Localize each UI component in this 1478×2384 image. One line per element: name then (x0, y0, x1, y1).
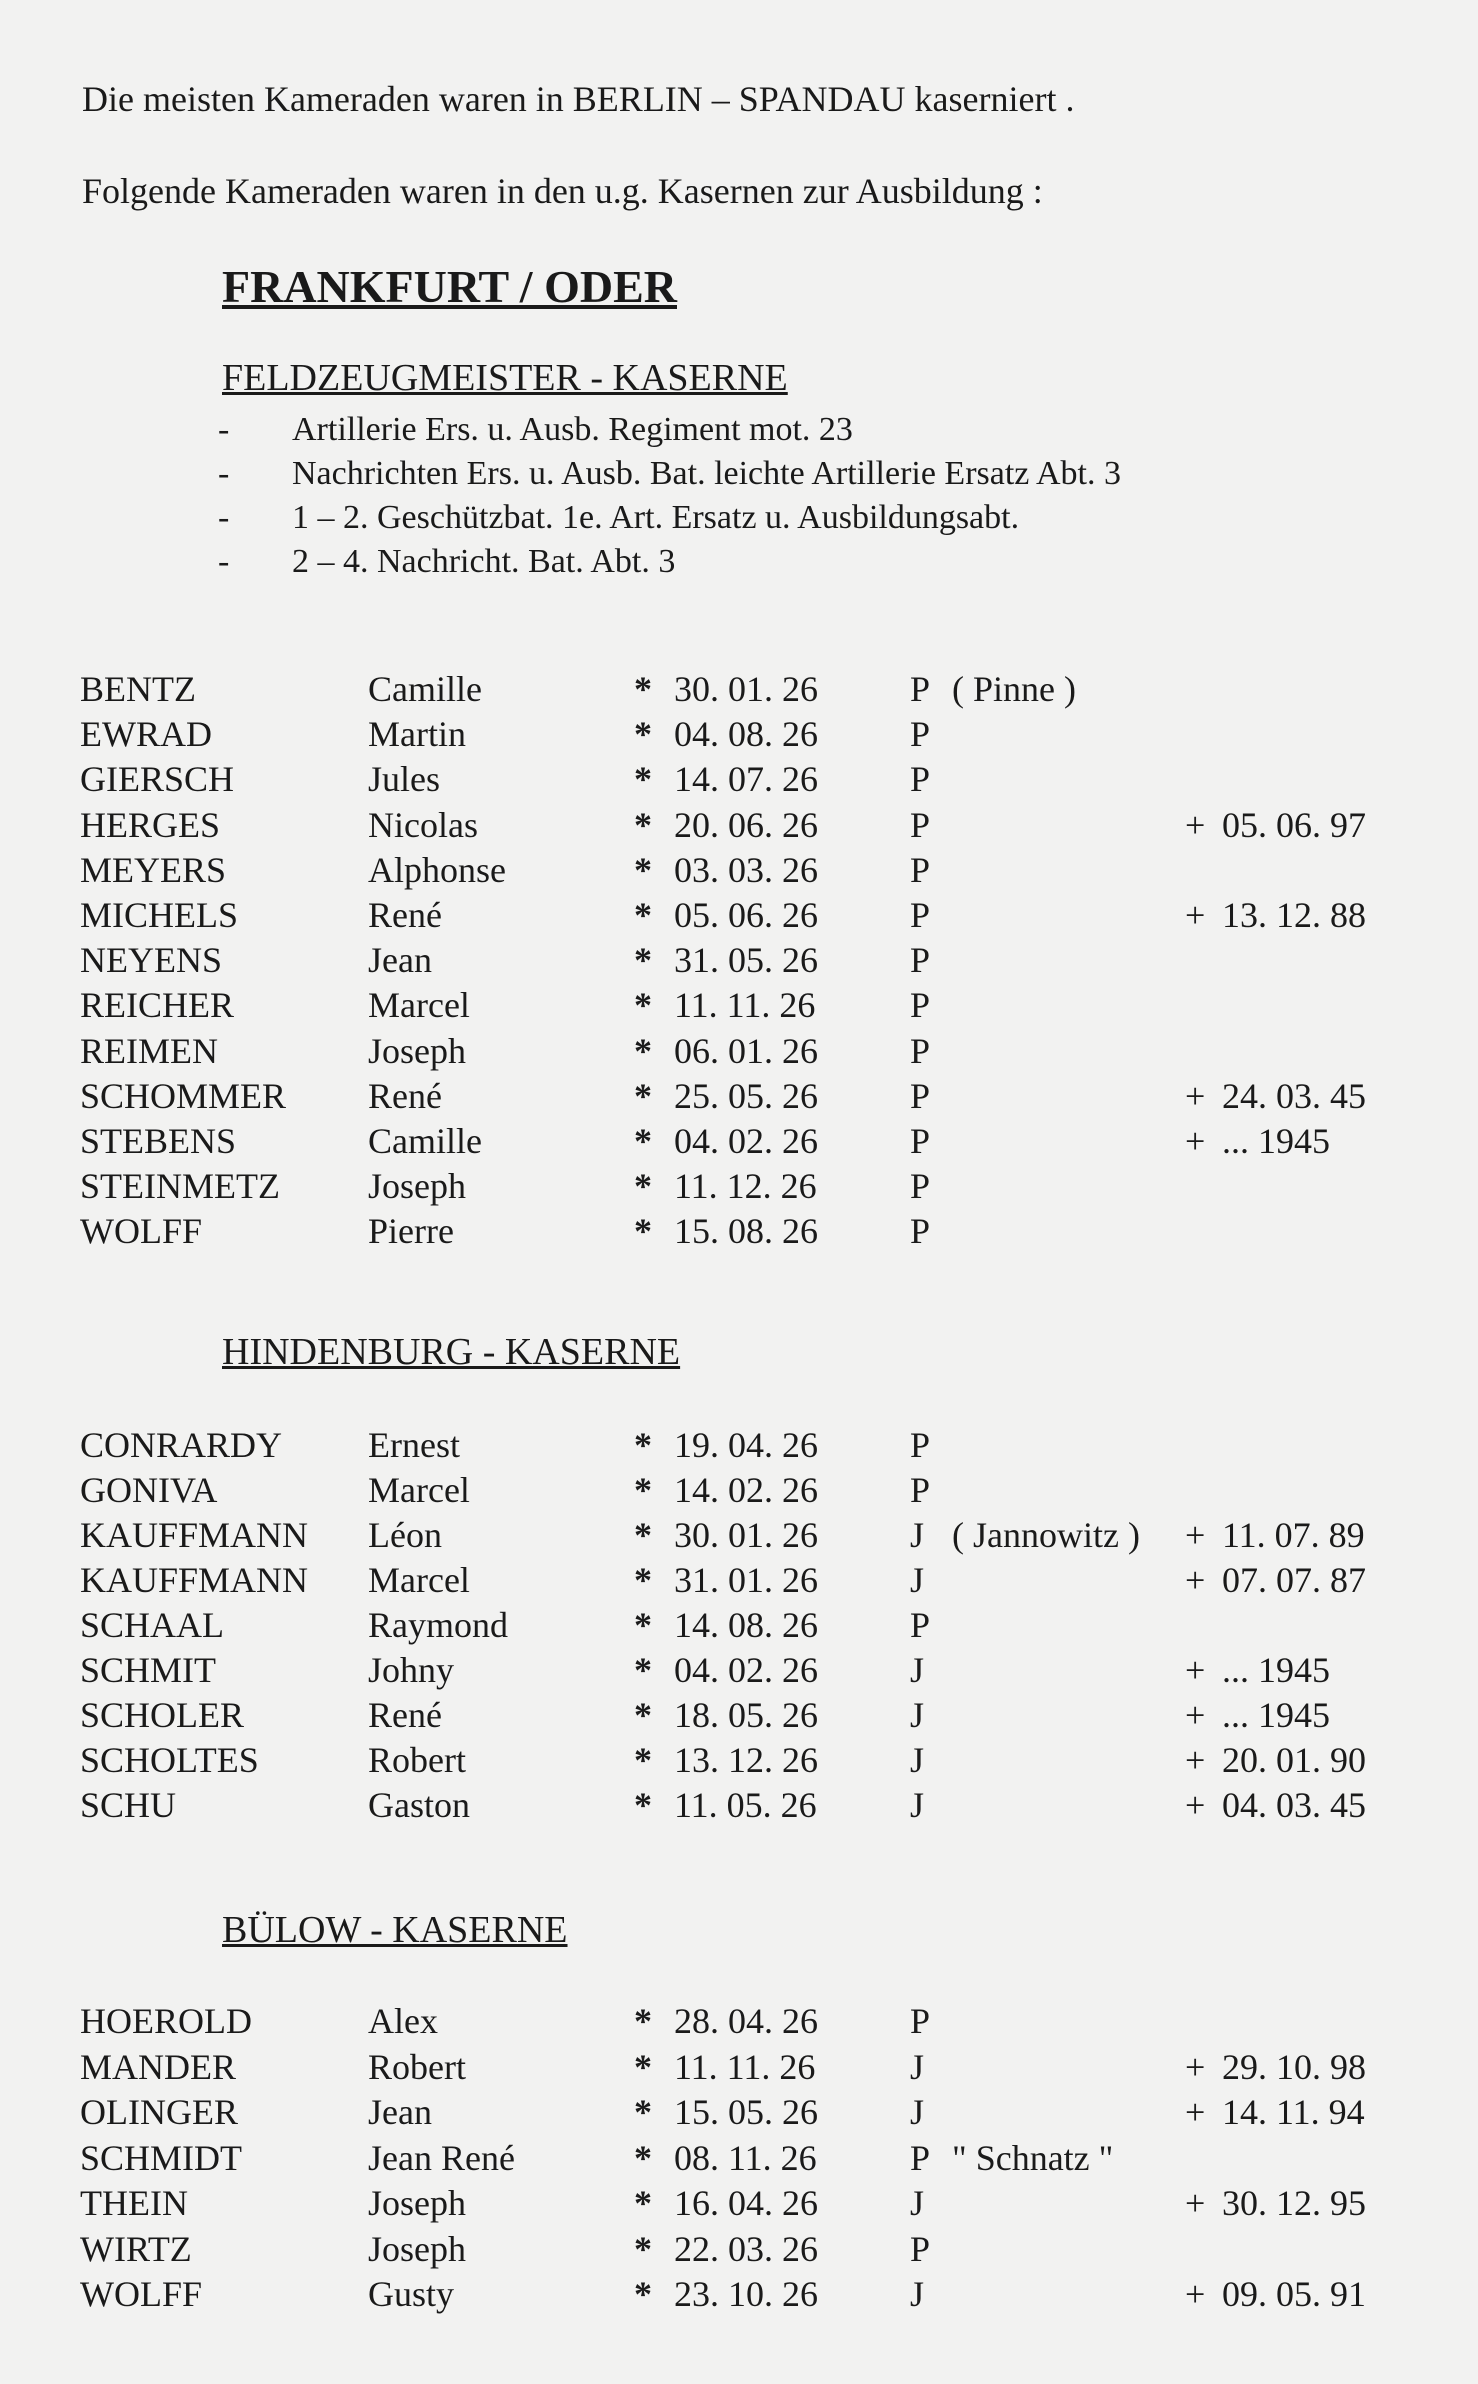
first-name: Marcel (368, 1470, 470, 1510)
intro-line-1: Die meisten Kameraden waren in BERLIN – SPANDAU kaserniert . (82, 79, 1075, 119)
death-marker: + (1185, 1075, 1206, 1116)
unit-code: J (910, 1515, 925, 1555)
first-name: Raymond (368, 1605, 508, 1645)
surname: BENTZ (80, 669, 196, 709)
first-name: Martin (368, 714, 466, 755)
death-date: 04. 03. 45 (1222, 1785, 1366, 1825)
surname: CONRARDY (80, 1425, 283, 1465)
unit-code: J (910, 2092, 925, 2132)
unit-code: P (910, 1075, 931, 1116)
birth-date: 14. 08. 26 (674, 1605, 818, 1645)
first-name: Camille (368, 1121, 482, 1161)
unit-code: P (910, 2137, 931, 2178)
unit-code: P (910, 759, 931, 800)
birth-marker: * (634, 1425, 652, 1465)
birth-marker: * (634, 1650, 652, 1690)
first-name: Joseph (368, 2228, 466, 2269)
birth-marker: * (634, 1470, 652, 1510)
surname: HOEROLD (80, 2001, 252, 2041)
birth-date: 31. 01. 26 (674, 1560, 818, 1600)
birth-marker: * (634, 2046, 652, 2087)
person-row (0, 1514, 1478, 1558)
death-marker: + (1185, 1695, 1206, 1735)
birth-date: 18. 05. 26 (674, 1695, 818, 1735)
unit-text: 1 – 2. Geschützbat. 1e. Art. Ersatz u. Ausbildungsabt. (292, 499, 1020, 536)
person-row (0, 1559, 1478, 1603)
first-name: Nicolas (368, 804, 478, 845)
death-marker: + (1185, 1785, 1206, 1825)
birth-marker: * (634, 1211, 652, 1252)
birth-marker: * (634, 940, 652, 981)
nickname-note: " Schnatz " (952, 2137, 1114, 2178)
birth-date: 23. 10. 26 (674, 2274, 818, 2314)
bullet-dash: - (218, 455, 230, 492)
surname: KAUFFMANN (80, 1515, 309, 1555)
death-date: 05. 06. 97 (1222, 804, 1366, 845)
bullet-dash: - (218, 499, 230, 536)
person-row (0, 2000, 1478, 2044)
death-date: 29. 10. 98 (1222, 2046, 1366, 2087)
birth-marker: * (634, 2228, 652, 2269)
death-marker: + (1185, 1650, 1206, 1690)
unit-code: J (910, 1560, 925, 1600)
first-name: Jean (368, 2092, 432, 2132)
person-row (0, 1739, 1478, 1783)
birth-date: 31. 05. 26 (674, 940, 818, 981)
birth-marker: * (634, 1605, 652, 1645)
unit-code: P (910, 940, 931, 981)
first-name: Alphonse (368, 849, 506, 890)
first-name: Léon (368, 1515, 442, 1555)
death-date: ... 1945 (1222, 1121, 1330, 1161)
unit-code: J (910, 1785, 925, 1825)
unit-code: P (910, 1121, 931, 1161)
person-row (0, 1075, 1478, 1119)
birth-date: 11. 11. 26 (674, 2046, 816, 2087)
unit-list (218, 408, 1121, 584)
first-name: Gaston (368, 1785, 470, 1825)
surname: WOLFF (80, 2274, 203, 2314)
first-name: Jean René (368, 2137, 515, 2178)
unit-code: P (910, 985, 931, 1026)
person-row (0, 2228, 1478, 2272)
death-marker: + (1185, 804, 1206, 845)
person-row (0, 2182, 1478, 2226)
person-row (0, 804, 1478, 848)
unit-item (218, 452, 1121, 496)
birth-marker: * (634, 759, 652, 800)
first-name: Alex (368, 2001, 438, 2041)
death-marker: + (1185, 1515, 1206, 1555)
birth-marker: * (634, 895, 652, 935)
birth-marker: * (634, 1560, 652, 1600)
death-marker: + (1185, 895, 1206, 935)
birth-marker: * (634, 1785, 652, 1825)
birth-date: 08. 11. 26 (674, 2137, 817, 2178)
section-title-hindenburg: HINDENBURG - KASERNE (222, 1331, 681, 1373)
birth-date: 06. 01. 26 (674, 1030, 818, 1071)
person-row (0, 2273, 1478, 2317)
birth-marker: * (634, 714, 652, 755)
death-date: 24. 03. 45 (1222, 1075, 1366, 1116)
death-marker: + (1185, 1560, 1206, 1600)
first-name: Robert (368, 2046, 466, 2087)
surname: STEINMETZ (80, 1166, 280, 1207)
bullet-dash: - (218, 543, 230, 580)
unit-code: P (910, 1425, 931, 1465)
section-title-feldzeugmeister: FELDZEUGMEISTER - KASERNE (222, 357, 788, 399)
first-name: René (368, 895, 442, 935)
surname: SCHOLTES (80, 1740, 259, 1780)
birth-date: 30. 01. 26 (674, 1515, 818, 1555)
death-date: 30. 12. 95 (1222, 2183, 1366, 2223)
unit-item (218, 496, 1121, 540)
death-date: 11. 07. 89 (1222, 1515, 1365, 1555)
person-row (0, 1469, 1478, 1513)
birth-date: 05. 06. 26 (674, 895, 818, 935)
surname: NEYENS (80, 940, 222, 981)
unit-code: P (910, 2228, 931, 2269)
nickname-note: ( Jannowitz ) (952, 1515, 1140, 1555)
surname: GIERSCH (80, 759, 235, 800)
birth-date: 11. 05. 26 (674, 1785, 817, 1825)
birth-date: 16. 04. 26 (674, 2183, 818, 2223)
surname: STEBENS (80, 1121, 237, 1161)
unit-text: Artillerie Ers. u. Ausb. Regiment mot. 23 (292, 411, 853, 448)
surname: SCHMIT (80, 1650, 217, 1690)
surname: HERGES (80, 804, 221, 845)
surname: REICHER (80, 985, 235, 1026)
unit-code: P (910, 714, 931, 755)
first-name: Joseph (368, 1030, 466, 1071)
surname: WIRTZ (80, 2228, 192, 2269)
unit-code: J (910, 1740, 925, 1780)
death-marker: + (1185, 2092, 1206, 2132)
person-row (0, 2091, 1478, 2135)
death-date: 09. 05. 91 (1222, 2274, 1366, 2314)
death-date: 20. 01. 90 (1222, 1740, 1366, 1780)
surname: SCHOMMER (80, 1075, 287, 1116)
first-name: René (368, 1075, 442, 1116)
birth-date: 14. 02. 26 (674, 1470, 818, 1510)
birth-marker: * (634, 804, 652, 845)
death-date: 07. 07. 87 (1222, 1560, 1366, 1600)
unit-code: J (910, 2046, 925, 2087)
surname: THEIN (80, 2183, 188, 2223)
unit-text: Nachrichten Ers. u. Ausb. Bat. leichte Artillerie Ersatz Abt. 3 (292, 455, 1121, 492)
birth-date: 22. 03. 26 (674, 2228, 818, 2269)
surname: MANDER (80, 2046, 237, 2087)
unit-code: P (910, 2001, 931, 2041)
surname: SCHOLER (80, 1695, 245, 1735)
death-date: ... 1945 (1222, 1695, 1330, 1735)
surname: EWRAD (80, 714, 212, 755)
birth-date: 04. 02. 26 (674, 1650, 818, 1690)
unit-code: P (910, 1470, 931, 1510)
first-name: René (368, 1695, 442, 1735)
first-name: Ernest (368, 1425, 460, 1465)
person-row (0, 2137, 1478, 2181)
first-name: Joseph (368, 2183, 466, 2223)
first-name: Robert (368, 1740, 466, 1780)
birth-date: 19. 04. 26 (674, 1425, 818, 1465)
first-name: Jean (368, 940, 432, 981)
birth-date: 11. 11. 26 (674, 985, 816, 1026)
birth-date: 04. 02. 26 (674, 1121, 818, 1161)
person-row (0, 1424, 1478, 1468)
first-name: Johny (368, 1650, 455, 1690)
birth-date: 15. 05. 26 (674, 2092, 818, 2132)
person-row (0, 1120, 1478, 1164)
person-row (0, 713, 1478, 757)
surname: WOLFF (80, 1211, 203, 1252)
birth-marker: * (634, 669, 652, 709)
person-row (0, 668, 1478, 712)
birth-date: 15. 08. 26 (674, 1211, 818, 1252)
unit-code: J (910, 2274, 925, 2314)
birth-marker: * (634, 1030, 652, 1071)
surname: OLINGER (80, 2092, 238, 2132)
death-marker: + (1185, 1740, 1206, 1780)
birth-marker: * (634, 2137, 652, 2178)
birth-marker: * (634, 1075, 652, 1116)
unit-code: P (910, 1166, 931, 1207)
birth-date: 14. 07. 26 (674, 759, 818, 800)
unit-item (218, 540, 1121, 584)
person-row (0, 1604, 1478, 1648)
birth-marker: * (634, 2001, 652, 2041)
death-date: 14. 11. 94 (1222, 2092, 1365, 2132)
birth-marker: * (634, 1740, 652, 1780)
person-row (0, 984, 1478, 1028)
birth-date: 20. 06. 26 (674, 804, 818, 845)
city-title: FRANKFURT / ODER (222, 261, 677, 312)
person-row (0, 1210, 1478, 1254)
birth-date: 04. 08. 26 (674, 714, 818, 755)
first-name: Camille (368, 669, 482, 709)
unit-text: 2 – 4. Nachricht. Bat. Abt. 3 (292, 543, 676, 580)
death-marker: + (1185, 1121, 1206, 1161)
surname: SCHMIDT (80, 2137, 243, 2178)
intro-line-2: Folgende Kameraden waren in den u.g. Kasernen zur Ausbildung : (82, 171, 1043, 211)
first-name: Gusty (368, 2274, 455, 2314)
death-marker: + (1185, 2274, 1206, 2314)
person-row (0, 1030, 1478, 1074)
first-name: Joseph (368, 1166, 466, 1207)
birth-date: 13. 12. 26 (674, 1740, 818, 1780)
section-title-buelow: BÜLOW - KASERNE (222, 1909, 568, 1951)
birth-marker: * (634, 1166, 652, 1207)
person-row (0, 758, 1478, 802)
person-row (0, 849, 1478, 893)
first-name: Jules (368, 759, 440, 800)
death-date: 13. 12. 88 (1222, 895, 1366, 935)
birth-date: 25. 05. 26 (674, 1075, 818, 1116)
nickname-note: ( Pinne ) (952, 669, 1076, 709)
surname: KAUFFMANN (80, 1560, 309, 1600)
birth-marker: * (634, 1121, 652, 1161)
unit-code: P (910, 1605, 931, 1645)
first-name: Pierre (368, 1211, 454, 1252)
unit-code: J (910, 2183, 925, 2223)
birth-marker: * (634, 985, 652, 1026)
person-row (0, 2046, 1478, 2090)
unit-code: J (910, 1695, 925, 1735)
person-row (0, 1784, 1478, 1828)
birth-date: 30. 01. 26 (674, 669, 818, 709)
birth-date: 28. 04. 26 (674, 2001, 818, 2041)
birth-marker: * (634, 2092, 652, 2132)
unit-code: J (910, 1650, 925, 1690)
surname: REIMEN (80, 1030, 218, 1071)
unit-code: P (910, 895, 931, 935)
birth-date: 03. 03. 26 (674, 849, 818, 890)
bullet-dash: - (218, 411, 230, 448)
unit-code: P (910, 669, 931, 709)
surname: MICHELS (80, 895, 239, 935)
birth-marker: * (634, 2183, 652, 2223)
birth-date: 11. 12. 26 (674, 1166, 817, 1207)
first-name: Marcel (368, 1560, 470, 1600)
death-marker: + (1185, 2046, 1206, 2087)
surname: MEYERS (80, 849, 227, 890)
person-row (0, 894, 1478, 938)
surname: SCHAAL (80, 1605, 225, 1645)
birth-marker: * (634, 2274, 652, 2314)
person-row (0, 1165, 1478, 1209)
unit-code: P (910, 1030, 931, 1071)
person-row (0, 1694, 1478, 1738)
birth-marker: * (634, 1695, 652, 1735)
person-row (0, 939, 1478, 983)
surname: SCHU (80, 1785, 177, 1825)
person-row (0, 1649, 1478, 1693)
unit-item (218, 408, 1121, 452)
unit-code: P (910, 849, 931, 890)
surname: GONIVA (80, 1470, 218, 1510)
unit-code: P (910, 804, 931, 845)
unit-code: P (910, 1211, 931, 1252)
death-date: ... 1945 (1222, 1650, 1330, 1690)
birth-marker: * (634, 1515, 652, 1555)
birth-marker: * (634, 849, 652, 890)
death-marker: + (1185, 2183, 1206, 2223)
first-name: Marcel (368, 985, 470, 1026)
